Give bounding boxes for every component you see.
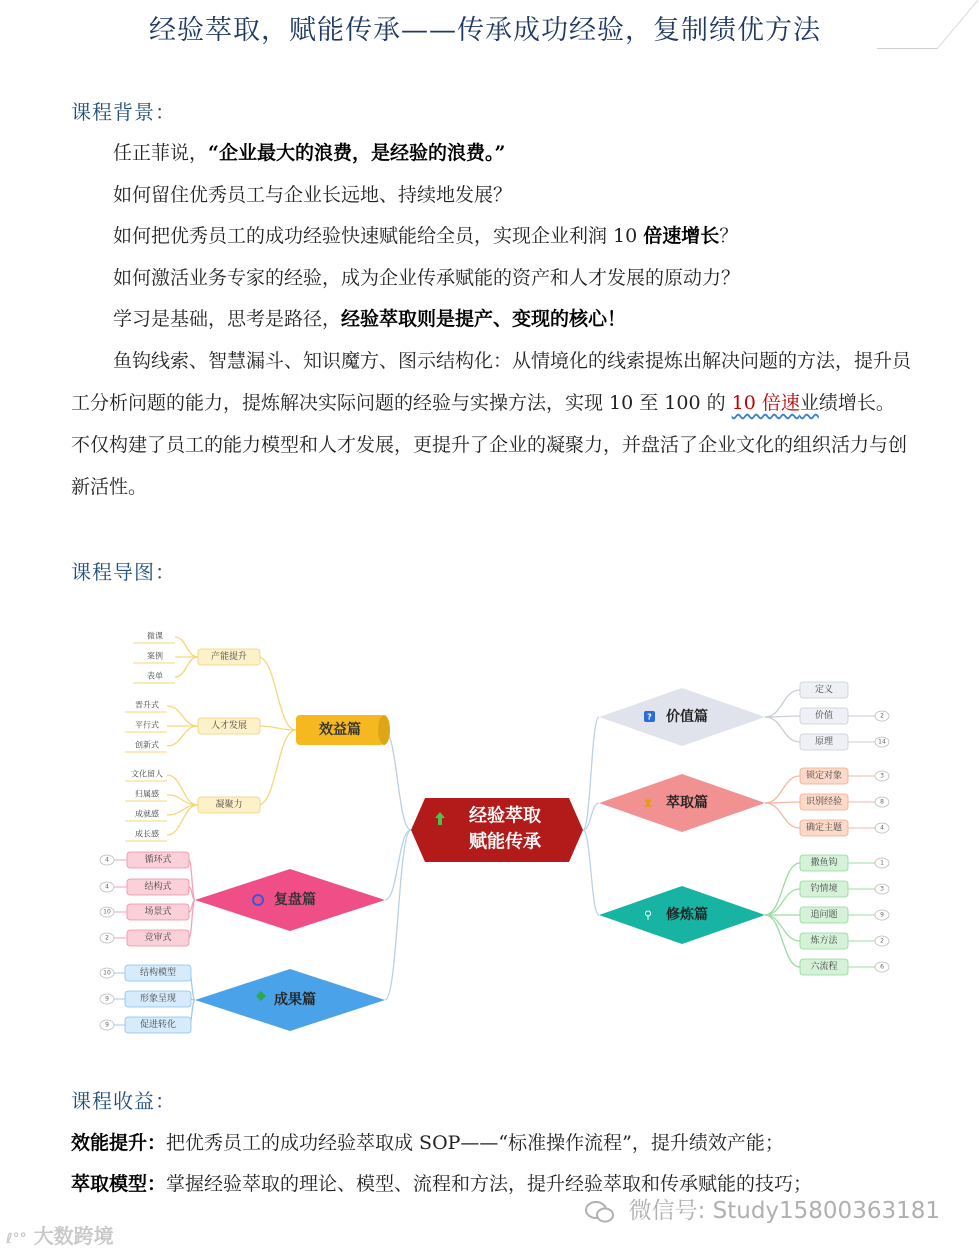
sub-label-right-2-3: 炼方法 <box>810 936 838 946</box>
sub-label-right-1-2: 确定主题 <box>805 823 843 833</box>
background-paragraph-6 <box>71 340 911 508</box>
p6-red: 10 倍速 <box>731 392 800 414</box>
page-title: 经验萃取，赋能传承——传承成功经验，复制绩优方法 <box>149 15 821 46</box>
link-xiaoyi-leaf-0-0 <box>175 637 198 657</box>
right-count-1-0: 3 <box>880 772 884 780</box>
link-right-sub-2-1 <box>765 889 800 915</box>
watermark-logo-text: 大数跨境 <box>33 1224 114 1248</box>
wechat-watermark <box>585 1192 940 1225</box>
background-paragraph-5 <box>71 298 911 340</box>
leaf-label-xiaoyi-0-0: 微课 <box>147 631 163 641</box>
link-xiaoyi-sub-0 <box>258 657 296 730</box>
benefit-1-label: 效能提升： <box>71 1132 167 1154</box>
sub-label-chengguo-1: 形象呈现 <box>139 994 177 1004</box>
leaf-label-xiaoyi-2-1: 归属感 <box>135 789 159 799</box>
background-paragraph-2: 如何留住优秀员工与企业长远地、持续地发展？ <box>113 184 513 206</box>
sub-label-right-2-4: 六流程 <box>810 962 838 972</box>
link-center-right-0 <box>583 717 599 830</box>
watermark-logo <box>6 1220 114 1249</box>
center-arrow-stem <box>438 818 442 825</box>
p3-bold: 倍速增长 <box>643 225 720 247</box>
center-label-2: 赋能传承 <box>469 831 541 853</box>
p6-underlined: 业 <box>799 392 819 414</box>
benefit-2-label: 萃取模型： <box>71 1173 167 1195</box>
logo-icon: ℓ°° <box>6 1231 27 1247</box>
link-right-sub-1-2 <box>765 803 800 828</box>
chengguo-count-0: 10 <box>103 969 111 977</box>
sub-label-right-0-1: 价值 <box>814 711 834 721</box>
sub-label-fupan-1: 结构式 <box>144 882 172 892</box>
right-icon-glyph-1: ⧗ <box>644 796 652 810</box>
right-count-2-2: 9 <box>880 911 884 919</box>
link-center-chengguo <box>385 830 411 1000</box>
center-label-1: 经验萃取 <box>469 805 541 827</box>
background-heading: 课程背景： <box>71 100 176 124</box>
main-label-xiaoyi: 效益篇 <box>319 722 361 738</box>
right-count-0-2: 14 <box>878 738 886 746</box>
main-label-chengguo: 成果篇 <box>274 992 316 1008</box>
leaf-label-xiaoyi-2-3: 成长感 <box>135 829 159 839</box>
p3-text: 如何把优秀员工的成功经验快速赋能给全员，实现企业利润 10 <box>113 225 644 247</box>
main-label-right-2: 修炼篇 <box>666 907 708 923</box>
sub-label-chengguo-0: 结构模型 <box>139 968 177 978</box>
sub-label-fupan-3: 竞审式 <box>144 933 172 943</box>
background-paragraph-1 <box>71 132 911 174</box>
right-count-0-1: 2 <box>880 712 884 720</box>
leaf-label-xiaoyi-2-2: 成就感 <box>135 809 159 819</box>
leaf-label-xiaoyi-0-2: 表单 <box>147 671 163 681</box>
link-center-right-2 <box>583 830 599 915</box>
p3-end: ？ <box>719 225 739 247</box>
background-paragraph-4: 如何激活业务专家的经验，成为企业传承赋能的资产和人才发展的原动力？ <box>113 267 741 289</box>
p6-text-a: 鱼钩线索、智慧漏斗、知识魔方、图示结构化：从情境化的线索提炼出解决问题的方法，提升员工分析问题的能力，提炼解决实际问题的经验与实操方法，实现 10 至 100 的 <box>71 350 912 414</box>
p1-text: 任正菲说， <box>113 142 209 164</box>
sub-label-right-2-0: 撒鱼钩 <box>810 858 838 868</box>
sub-label-xiaoyi-0: 产能提升 <box>210 652 248 662</box>
right-count-2-4: 6 <box>880 963 884 971</box>
wechat-id-text: 微信号: Study15800363181 <box>628 1198 940 1224</box>
link-right-sub-2-4 <box>765 915 800 967</box>
fupan-count-0: 4 <box>105 856 109 864</box>
leaf-label-xiaoyi-1-2: 创新式 <box>135 740 159 750</box>
sub-label-right-1-0: 锁定对象 <box>805 771 843 781</box>
chengguo-count-2: 9 <box>105 1021 109 1029</box>
sub-label-right-1-1: 识别经验 <box>805 797 843 807</box>
leaf-label-xiaoyi-2-0: 文化留人 <box>131 769 163 779</box>
link-xiaoyi-leaf-0-2 <box>175 657 198 677</box>
main-node-xiaoyi-cap <box>378 715 390 745</box>
course-mindmap <box>95 610 885 1050</box>
benefit-2-text: 掌握经验萃取的理论、模型、流程和方法，提升经验萃取和传承赋能的技巧； <box>166 1173 813 1195</box>
link-right-sub-0-2 <box>765 717 800 742</box>
leaf-label-xiaoyi-1-0: 晋升式 <box>135 700 159 710</box>
link-right-sub-0-0 <box>765 690 800 717</box>
p5-text: 学习是基础，思考是路径， <box>113 308 342 330</box>
sub-label-right-2-2: 追问题 <box>810 910 838 920</box>
right-icon-glyph-0: ? <box>647 712 652 722</box>
benefits-heading: 课程收益： <box>71 1089 176 1113</box>
fupan-count-1: 4 <box>105 883 109 891</box>
p1-quote: “企业最大的浪费，是经验的浪费。” <box>208 142 506 164</box>
sub-label-fupan-0: 循环式 <box>144 855 172 865</box>
link-right-sub-2-3 <box>765 915 800 941</box>
p6-text-b: 绩增长。不仅构建了员工的能力模型和人才发展，更提升了企业的凝聚力，并盘活了企业文化的组织活力与创新活性。 <box>71 392 908 498</box>
leaf-label-xiaoyi-1-1: 平行式 <box>135 720 159 730</box>
sub-label-right-0-2: 原理 <box>814 737 834 747</box>
right-count-2-3: 2 <box>880 937 884 945</box>
sub-label-xiaoyi-2: 凝聚力 <box>215 800 243 810</box>
wechat-icon <box>585 1200 615 1224</box>
chengguo-count-1: 9 <box>105 995 109 1003</box>
main-label-right-1: 萃取篇 <box>666 795 708 811</box>
leaf-label-xiaoyi-0-1: 案例 <box>147 651 163 661</box>
right-count-2-1: 3 <box>880 885 884 893</box>
link-right-sub-1-0 <box>765 776 800 803</box>
right-count-2-0: 1 <box>880 859 884 867</box>
sub-label-chengguo-2: 促进转化 <box>139 1020 177 1030</box>
link-xiaoyi-sub-2 <box>258 730 296 805</box>
link-xiaoyi-leaf-1-0 <box>167 706 198 726</box>
sub-label-right-0-0: 定义 <box>814 685 834 695</box>
link-center-xiaoyi <box>384 730 411 830</box>
link-xiaoyi-leaf-1-2 <box>167 726 198 746</box>
right-count-1-1: 8 <box>880 798 884 806</box>
p5-bold: 经验萃取则是提产、变现的核心！ <box>341 308 627 330</box>
main-label-fupan: 复盘篇 <box>274 892 316 908</box>
link-center-fupan <box>385 830 411 900</box>
link-right-sub-2-0 <box>765 863 800 915</box>
fupan-count-2: 10 <box>103 908 111 916</box>
benefit-item-1 <box>71 1128 784 1155</box>
background-paragraph-3 <box>71 215 911 257</box>
map-heading: 课程导图： <box>71 560 176 584</box>
main-label-right-0: 价值篇 <box>666 709 708 725</box>
sub-label-right-2-1: 钓情境 <box>810 884 838 894</box>
right-icon-glyph-2: ⚲ <box>643 908 653 922</box>
sub-label-xiaoyi-1: 人才发展 <box>210 721 248 731</box>
benefit-1-text: 把优秀员工的成功经验萃取成 SOP——“标准操作流程”，提升绩效产能； <box>166 1132 784 1154</box>
right-count-1-2: 4 <box>880 824 884 832</box>
fupan-count-3: 2 <box>105 934 109 942</box>
sub-label-fupan-2: 场景式 <box>144 907 172 917</box>
